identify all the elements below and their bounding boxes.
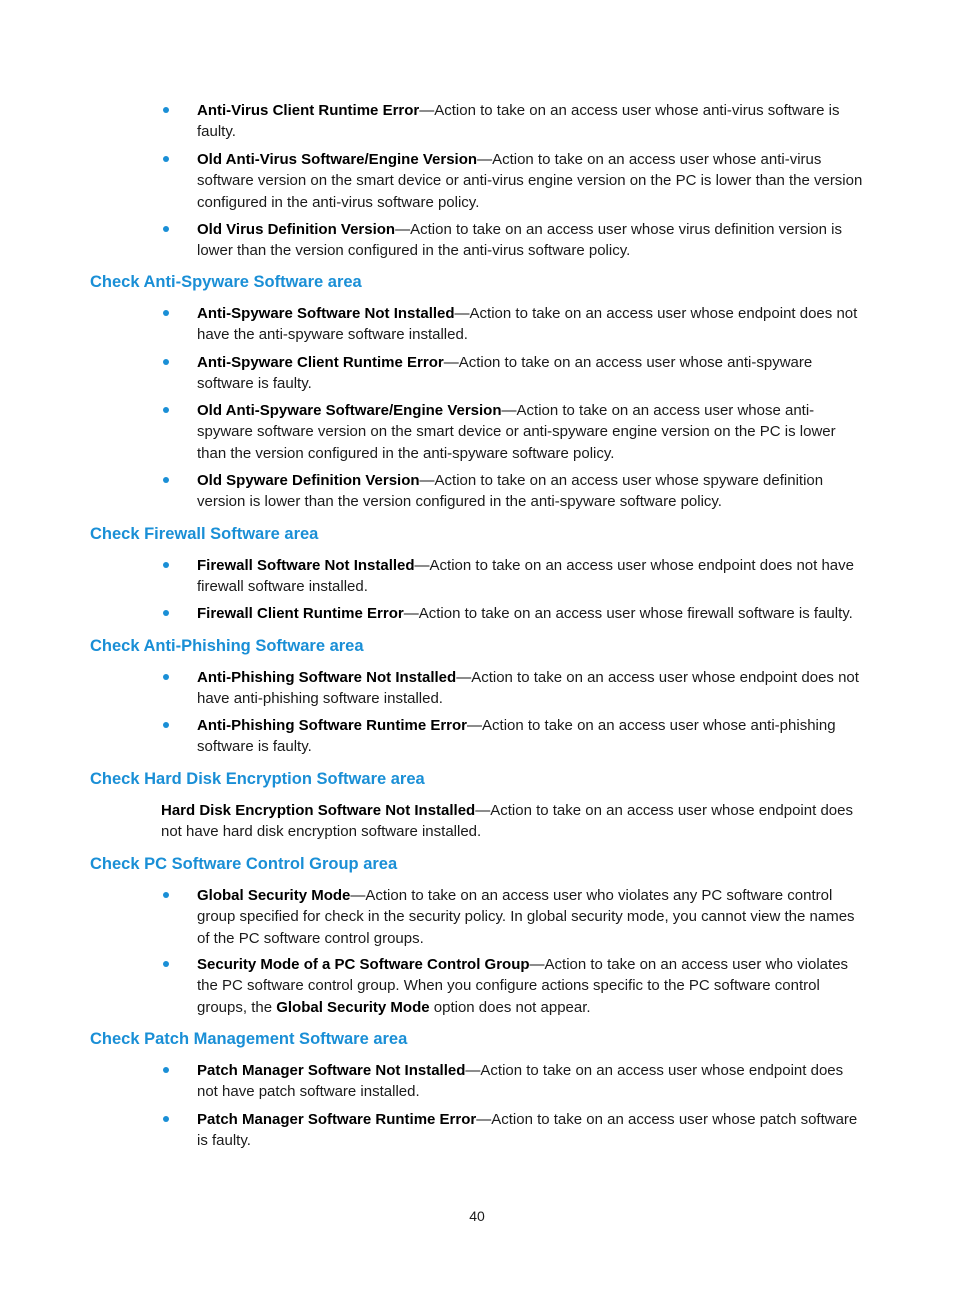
list-item [197, 885, 865, 949]
bullet-dot-icon [163, 156, 169, 162]
item-desc: —Action to take on an access user whose anti-virus software is faulty. [197, 102, 840, 141]
item-desc: —Action to take on an access user whose firewall software is faulty. [403, 605, 853, 622]
list-item [197, 303, 865, 346]
item-desc: —Action to take on an access user whose spyware definition version is lower than the version configured in the anti-spyware software policy. [197, 472, 824, 511]
list-item [197, 149, 865, 213]
item-term-inline: Global Security Mode [276, 998, 430, 1016]
item-term: Old Anti-Virus Software/Engine Version [197, 151, 478, 168]
item-desc-tail: option does not appear. [429, 998, 591, 1016]
section-heading: Check Anti-Spyware Software area [90, 273, 362, 291]
section-heading: Check PC Software Control Group area [90, 855, 398, 873]
list-item [197, 954, 865, 1018]
item-desc: —Action to take on an access user whose virus definition version is lower than the version configured in the anti-virus software policy. [197, 221, 842, 260]
item-term: Firewall Software Not Installed [197, 557, 415, 574]
item-desc: —Action to take on an access user whose anti-virus software version on the smart device or anti-virus engine version on the PC is lower than the version configured in the anti-virus software policy. [197, 151, 863, 211]
page-number: 40 [469, 1208, 485, 1224]
item-term: Patch Manager Software Runtime Error [197, 1111, 477, 1128]
list-item [197, 603, 865, 624]
item-desc: —Action to take on an access user whose anti-spyware software is faulty. [197, 354, 813, 393]
item-term: Anti-Phishing Software Not Installed [197, 669, 457, 686]
list-item [197, 400, 865, 464]
item-desc: —Action to take on an access user who violates any PC software control group specified for check in the security policy. In global security mode, you cannot view the names of the PC software control groups. [197, 887, 855, 947]
section-heading: Check Hard Disk Encryption Software area [90, 770, 425, 788]
bullet-dot-icon [163, 407, 169, 413]
paragraph [161, 800, 865, 843]
list-item [197, 219, 865, 262]
bullet-dot-icon [163, 674, 169, 680]
item-desc: —Action to take on an access user whose endpoint does not have the anti-spyware software installed. [197, 305, 858, 344]
item-desc: —Action to take on an access user whose patch software is faulty. [197, 1111, 858, 1150]
bullet-dot-icon [163, 310, 169, 316]
list-item [197, 715, 865, 758]
item-term: Anti-Spyware Software Not Installed [197, 305, 455, 322]
item-term: Anti-Phishing Software Runtime Error [197, 717, 468, 734]
list-item [197, 100, 865, 143]
section-heading: Check Firewall Software area [90, 525, 319, 543]
bullet-dot-icon [163, 1116, 169, 1122]
bullet-dot-icon [163, 1067, 169, 1073]
item-term: Hard Disk Encryption Software Not Installed [161, 802, 476, 819]
item-term: Global Security Mode [197, 887, 351, 904]
item-term: Old Spyware Definition Version [197, 472, 420, 489]
item-term: Anti-Spyware Client Runtime Error [197, 354, 444, 371]
item-desc: —Action to take on an access user whose endpoint does not have anti-phishing software installed. [197, 669, 859, 708]
bullet-dot-icon [163, 722, 169, 728]
bullet-dot-icon [163, 359, 169, 365]
item-term: Firewall Client Runtime Error [197, 605, 404, 622]
bullet-dot-icon [163, 961, 169, 967]
bullet-dot-icon [163, 610, 169, 616]
item-desc: —Action to take on an access user who violates the PC software control group. When you configure actions specific to the PC software control groups, the [197, 956, 849, 1016]
item-desc: —Action to take on an access user whose anti-spyware software version on the smart device or anti-spyware engine version on the PC is lower than the version configured in the anti-spyware software policy. [197, 402, 836, 462]
list-item [197, 555, 865, 598]
item-term: Anti-Virus Client Runtime Error [197, 102, 420, 119]
section-heading: Check Anti-Phishing Software area [90, 637, 364, 655]
item-desc: —Action to take on an access user whose endpoint does not have hard disk encryption software installed. [161, 802, 853, 841]
bullet-dot-icon [163, 892, 169, 898]
item-term: Patch Manager Software Not Installed [197, 1062, 466, 1079]
item-desc: —Action to take on an access user whose anti-phishing software is faulty. [197, 717, 836, 756]
bullet-dot-icon [163, 562, 169, 568]
section-heading: Check Patch Management Software area [90, 1030, 408, 1048]
item-term: Old Anti-Spyware Software/Engine Version [197, 402, 502, 419]
list-item [197, 352, 865, 395]
item-desc: —Action to take on an access user whose endpoint does not have firewall software installed. [197, 557, 854, 596]
list-item [197, 667, 865, 710]
item-term: Security Mode of a PC Software Control Group [197, 956, 530, 973]
list-item [197, 1109, 865, 1152]
list-item [197, 470, 865, 513]
bullet-dot-icon [163, 107, 169, 113]
item-desc: —Action to take on an access user whose endpoint does not have patch software installed. [197, 1062, 844, 1101]
bullet-dot-icon [163, 226, 169, 232]
list-item [197, 1060, 865, 1103]
item-term: Old Virus Definition Version [197, 221, 396, 238]
bullet-dot-icon [163, 477, 169, 483]
